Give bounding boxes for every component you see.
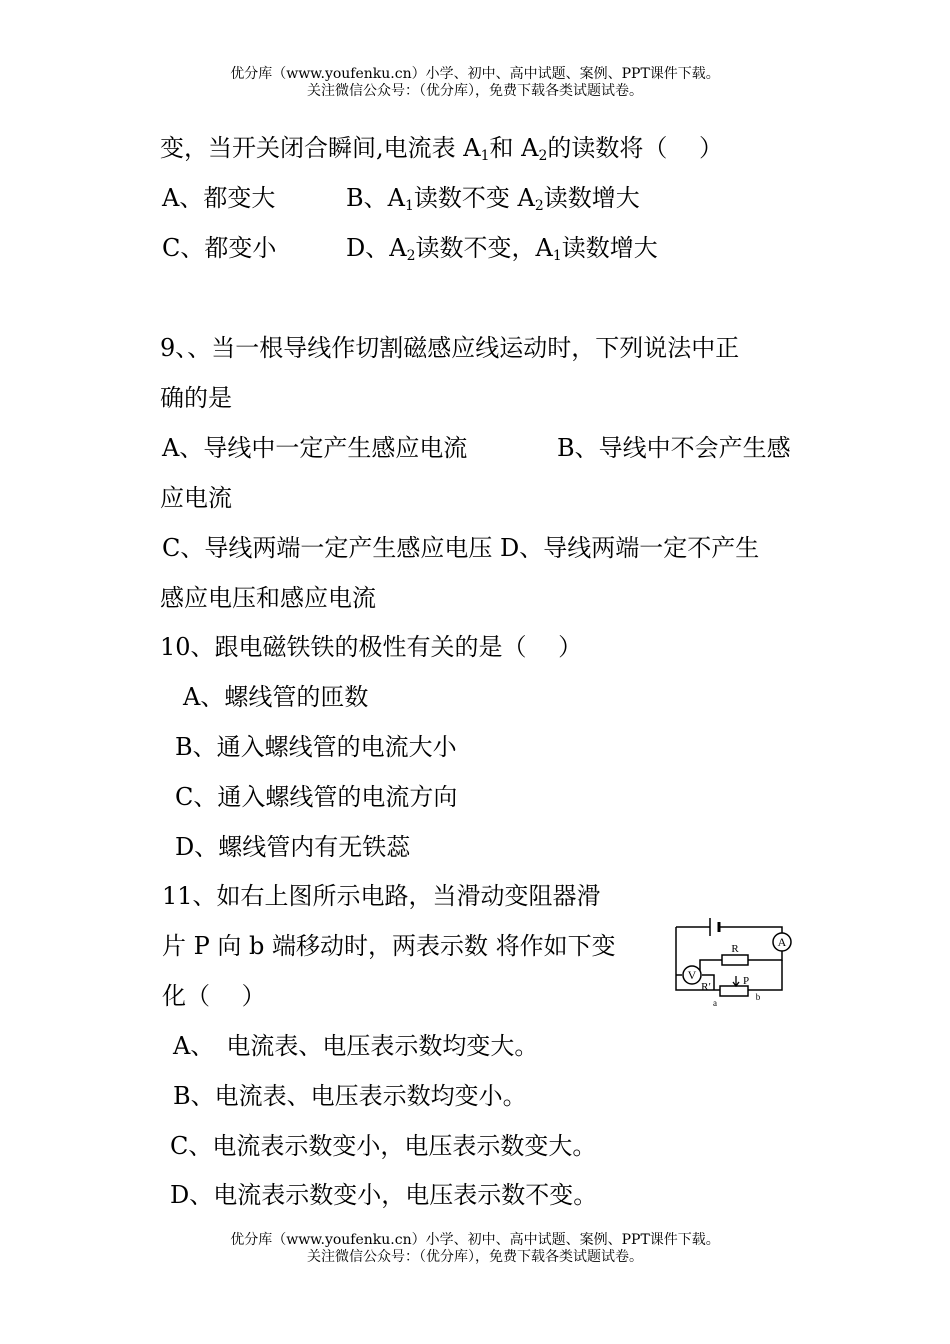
- q11-option-a: A、 电流表、电压表示数均变大。: [173, 1032, 539, 1060]
- q8-stem-part: 和 A: [489, 134, 539, 162]
- q10-option-b: B、通入螺线管的电流大小: [175, 733, 457, 761]
- q10-option-a: A、螺线管的匝数: [183, 683, 369, 711]
- q9-stem-line-1: 9、、当一根导线作切割磁感应线运动时，下列说法中正: [160, 334, 740, 362]
- q8-optb-part: 读数不变 A: [413, 184, 535, 212]
- footer-line-1: 优分库（www.youfenku.cn）小学、初中、高中试题、案例、PPT课件下载。: [230, 1232, 720, 1248]
- q10-option-d: D、螺线管内有无铁蕊: [175, 833, 411, 861]
- q8-optb-sub: 2: [534, 198, 544, 214]
- page-footer: [0, 1232, 950, 1266]
- rheostat-label: R′: [701, 981, 711, 993]
- q9-option-a: A、导线中一定产生感应电流: [162, 434, 468, 462]
- slider-label: P: [742, 975, 750, 987]
- slider-arrow-icon: [733, 976, 739, 986]
- q8-optd-sub: 1: [552, 248, 562, 264]
- footer-line-2: 关注微信公众号：（优分库），免费下载各类试题试卷。: [307, 1249, 643, 1265]
- q11-option-d: D、电流表示数变小，电压表示数不变。: [170, 1181, 598, 1209]
- q8-optb-part: B、A: [346, 184, 405, 212]
- ammeter-label: A: [777, 935, 787, 949]
- page-header: [0, 66, 950, 100]
- q8-stem: [160, 133, 723, 171]
- q9-option-cd: C、导线两端一定产生感应电压 D、导线两端一定不产生: [162, 534, 760, 562]
- q8-sub: 2: [538, 148, 548, 164]
- q8-sub: 1: [480, 148, 490, 164]
- circuit-diagram: [670, 910, 800, 1015]
- q11-option-b: B、电流表、电压表示数均变小。: [173, 1082, 527, 1110]
- rheostat-icon: [720, 986, 748, 996]
- q8-optb-sub: 1: [404, 198, 414, 214]
- q8-optd-part: D、A: [346, 234, 407, 262]
- q8-stem-part: 的读数将（ ）: [547, 134, 724, 162]
- q11-stem-line-3: 化（ ）: [162, 982, 266, 1010]
- q9-option-b: B、导线中不会产生感: [557, 434, 791, 462]
- q8-optd-sub: 2: [406, 248, 416, 264]
- q8-optb-part: 读数增大: [543, 184, 640, 212]
- q9-option-b-cont: 应电流: [160, 484, 232, 512]
- q8-optd-part: 读数不变，A: [415, 234, 553, 262]
- q8-stem-part: 变，当开关闭合瞬间,电流表 A: [160, 134, 481, 162]
- q11-stem-line-1: 11、如右上图所示电路，当滑动变阻器滑: [162, 882, 601, 910]
- circuit-wire-top: [676, 927, 782, 933]
- q8-option-d: [346, 233, 658, 271]
- q8-option-b: [346, 183, 640, 221]
- resistor-r-label: R: [731, 943, 739, 955]
- q11-option-c: C、电流表示数变小，电压表示数变大。: [170, 1132, 597, 1160]
- q11-stem-line-2: 片 P 向 b 端移动时，两表示数 将作如下变: [162, 932, 616, 960]
- header-line-1: 优分库（www.youfenku.cn）小学、初中、高中试题、案例、PPT课件下载。: [230, 66, 720, 82]
- resistor-r-icon: [722, 955, 748, 965]
- q8-optd-part: 读数增大: [561, 234, 658, 262]
- voltmeter-label: V: [687, 968, 697, 982]
- q10-option-c: C、通入螺线管的电流方向: [175, 783, 458, 811]
- q9-stem-line-2: 确的是: [160, 384, 232, 412]
- q9-option-d-cont: 感应电压和感应电流: [160, 584, 376, 612]
- end-b-label: b: [755, 992, 761, 1002]
- header-line-2: 关注微信公众号：（优分库），免费下载各类试题试卷。: [307, 83, 643, 99]
- q10-stem: 10、跟电磁铁铁的极性有关的是（ ）: [160, 633, 583, 661]
- q8-option-c: C、都变小: [162, 234, 277, 262]
- q8-option-a: A、都变大: [162, 184, 276, 212]
- end-a-label: a: [713, 998, 717, 1008]
